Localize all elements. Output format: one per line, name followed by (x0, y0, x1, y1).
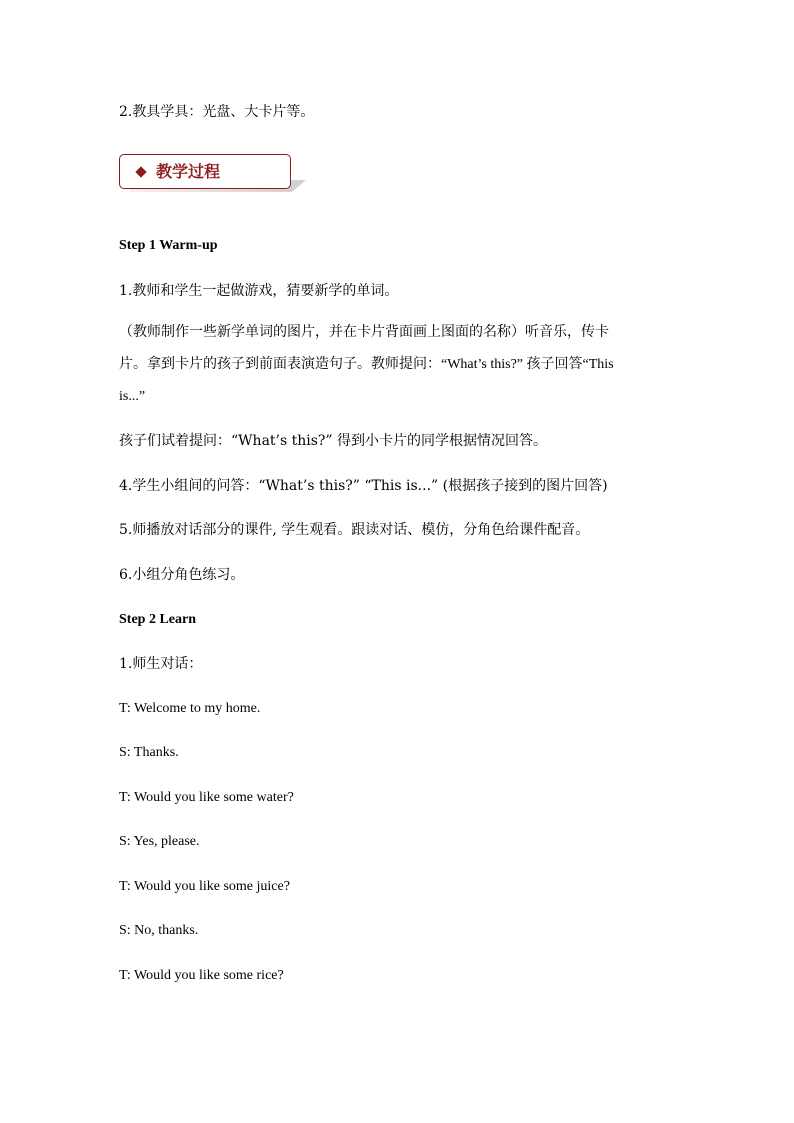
step1-heading: Step 1 Warm-up (119, 238, 218, 253)
step1-paragraph-6: 6.小组分角色练习。 (119, 567, 245, 583)
diamond-icon (135, 166, 146, 177)
dialogue-line: S: Yes, please. (119, 834, 200, 849)
dialogue-line: S: No, thanks. (119, 923, 199, 938)
dialogue-line: S: Thanks. (119, 745, 179, 760)
step2-paragraph-1: 1.师生对话： (119, 656, 203, 672)
dialogue-line: T: Welcome to my home. (119, 701, 261, 716)
materials-line: 2.教具学具：光盘、大卡片等。 (119, 104, 315, 120)
step1-paragraph-5: 5.师播放对话部分的课件, 学生观看。跟读对话、模仿，分角色给课件配音。 (119, 522, 590, 538)
step1-paragraph-2-line3: is...” (119, 389, 146, 404)
step1-paragraph-1: 1.教师和学生一起做游戏，猜要新学的单词。 (119, 283, 399, 299)
dialogue-line: T: Would you like some rice? (119, 968, 284, 983)
step1-paragraph-3: 孩子们试着提问：“What’s this?” 得到小卡片的同学根据情况回答。 (119, 433, 548, 449)
section-header (119, 154, 291, 189)
step1-paragraph-4: 4.学生小组间的问答：“What’s this?” “This is...” (根据孩子接到的图片回答) (119, 478, 608, 494)
step2-heading: Step 2 Learn (119, 612, 196, 627)
step1-paragraph-2-line2: 片。拿到卡片的孩子到前面表演造句子。教师提问：“What’s this?” 孩子回答“This (119, 357, 614, 372)
dialogue-line: T: Would you like some juice? (119, 879, 290, 894)
dialogue-line: T: Would you like some water? (119, 790, 294, 805)
section-title: 教学过程 (156, 162, 221, 181)
step1-paragraph-2-line1: （教师制作一些新学单词的图片，并在卡片背面画上图面的名称）听音乐，传卡 (119, 324, 609, 340)
